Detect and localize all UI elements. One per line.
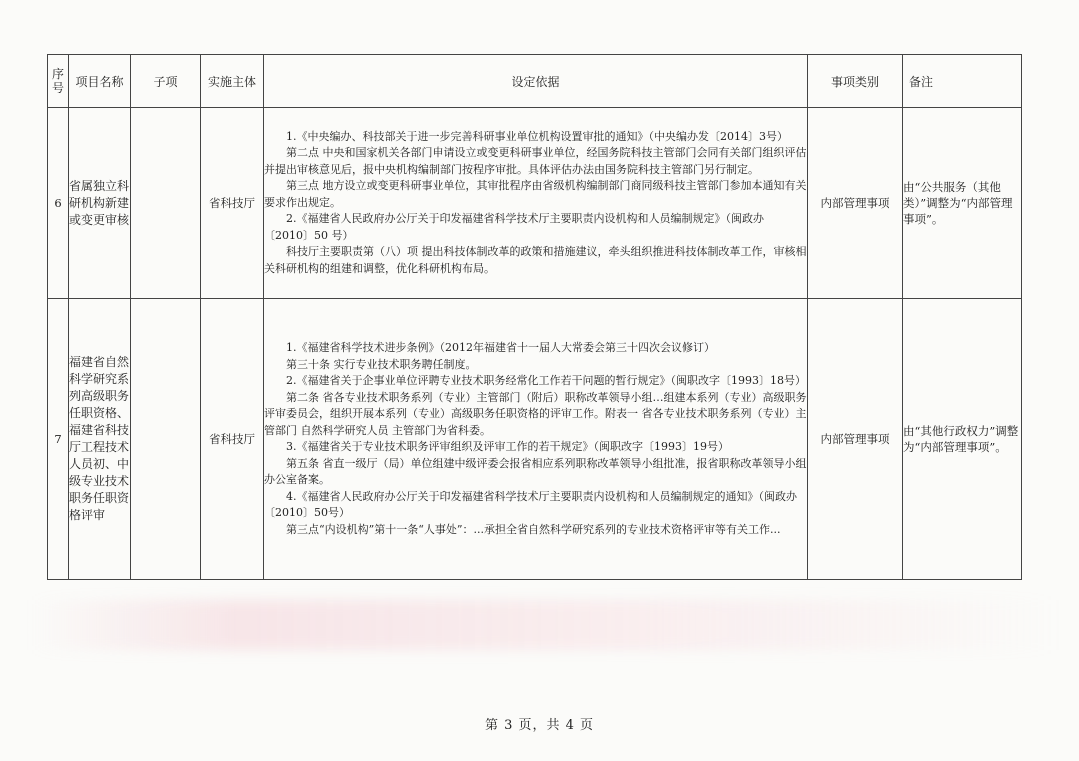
basis-paragraph: 科技厅主要职责第（八）项 提出科技体制改革的政策和措施建议，牵头组织推进科技体制改革工作，审核相关科研机构的组建和调整，优化科研机构布局。: [264, 245, 807, 275]
row-seq: 6: [48, 108, 69, 299]
basis-paragraph: 1.《中央编办、科技部关于进一步完善科研事业单位机构设置审批的通知》（中央编办发〔2014〕3号）: [286, 129, 788, 143]
header-category: 事项类别: [808, 55, 903, 108]
row-remarks: 由“其他行政权力”调整为“内部管理事项”。: [903, 299, 1022, 580]
basis-paragraph: 第二点 中央和国家机关各部门申请设立或变更科研事业单位，经国务院科技主管部门会同有关部门组织评估并提出审核意见后，报中央机构编制部门按程序审批。具体评估办法由国务院科技主管部门另行制定。: [264, 146, 807, 176]
basis-paragraph: 2.《福建省人民政府办公厅关于印发福建省科学技术厅主要职责内设机构和人员编制规定》（闽政办〔2010〕50 号）: [264, 212, 764, 242]
basis-paragraph: 第三十条 实行专业技术职务聘任制度。: [286, 357, 477, 371]
basis-paragraph: 1.《福建省科学技术进步条例》（2012年福建省十一届人大常委会第三十四次会议修订）: [286, 341, 715, 354]
basis-paragraph: 第二条 省各专业技术职务系列（专业）主管部门（附后）职称改革领导小组…组建本系列（专业）高级职务评审委员会，组织开展本系列（专业）高级职务任职资格的评审工作。附表一 省各专业技术职务系列（专业）主管部门 自然科学研究人员 主管部门为省科委。: [264, 390, 807, 437]
row-remarks: 由“公共服务（其他类）”调整为“内部管理事项”。: [903, 108, 1022, 299]
header-seq: 序号: [48, 55, 69, 108]
row-category: 内部管理事项: [808, 108, 903, 299]
basis-paragraph: 第三点“内设机构”第十一条“人事处”：...承担全省自然科学研究系列的专业技术资格评审等有关工作...: [286, 522, 781, 536]
header-basis: 设定依据: [264, 55, 808, 108]
table-header-row: [48, 55, 1022, 108]
basis-paragraph: 3.《福建省关于专业技术职务评审组织及评审工作的若干规定》（闽职改字〔1993〕19号）: [286, 440, 729, 453]
row-sub: [131, 108, 201, 299]
page-number: 第 3 页，共 4 页: [484, 718, 595, 733]
row-category: 内部管理事项: [808, 299, 903, 580]
basis-paragraph: 2.《福建省关于企事业单位评聘专业技术职务经常化工作若干问题的暂行规定》（闽职改字〔1993〕18号）: [286, 374, 806, 387]
row-name: 福建省自然科学研究系列高级职务任职资格、福建省科技厅工程技术人员初、中级专业技术职务任职资格评审: [69, 299, 131, 580]
item-table: [47, 54, 1022, 580]
table-row: [48, 299, 1022, 580]
basis-paragraph: 4.《福建省人民政府办公厅关于印发福建省科学技术厅主要职责内设机构和人员编制规定的通知》（闽政办〔2010〕50号）: [264, 489, 797, 519]
table-row: [48, 108, 1022, 299]
row-basis: [264, 299, 808, 580]
row-subject: 省科技厅: [201, 299, 264, 580]
basis-paragraph: 第五条 省直一级厅（局）单位组建中级评委会报省相应系列职称改革领导小组批准，报省职称改革领导小组办公室备案。: [264, 456, 807, 486]
header-sub: 子项: [131, 55, 201, 108]
header-subject: 实施主体: [201, 55, 264, 108]
row-basis: [264, 108, 808, 299]
basis-paragraph: 第三点 地方设立或变更科研事业单位，其审批程序由省级机构编制部门商同级科技主管部门参加本通知有关要求作出规定。: [264, 179, 807, 209]
header-remarks: 备注: [903, 55, 1022, 108]
header-name: 项目名称: [69, 55, 131, 108]
row-subject: 省科技厅: [201, 108, 264, 299]
scan-stain: [30, 600, 1060, 650]
row-name: 省属独立科研机构新建或变更审核: [69, 108, 131, 299]
row-seq: 7: [48, 299, 69, 580]
row-sub: [131, 299, 201, 580]
